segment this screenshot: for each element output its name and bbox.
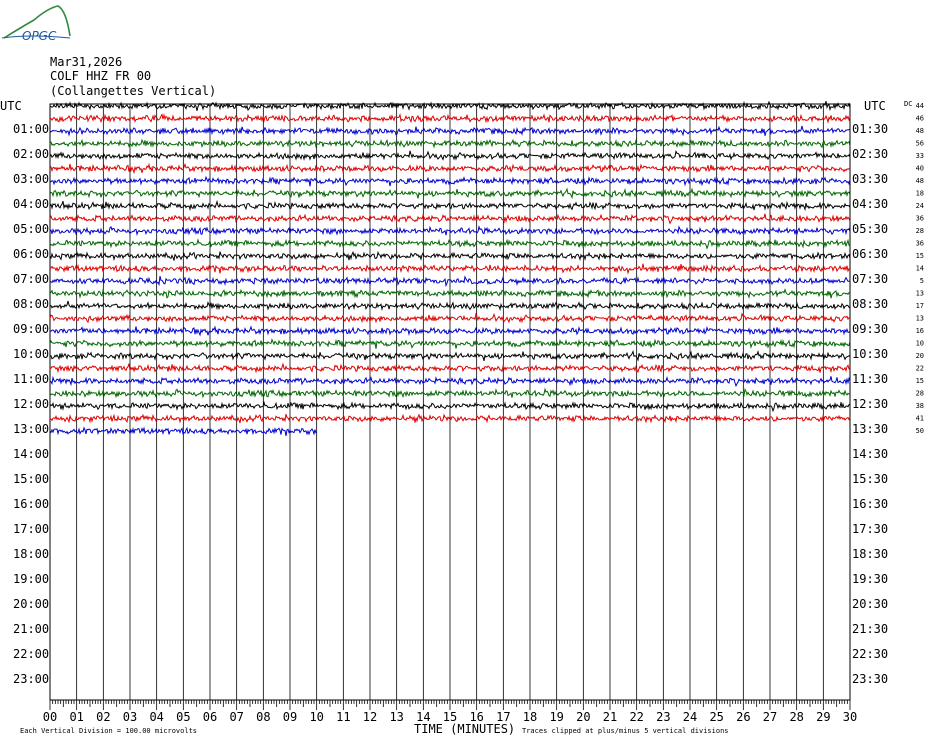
left-hour-label: 20:00	[13, 597, 50, 611]
x-tick-label: 30	[842, 710, 858, 724]
dc-offset-value: 56	[915, 139, 924, 148]
dc-offset-value: 48	[915, 177, 924, 185]
x-tick-label: 28	[789, 710, 804, 724]
x-tick-label: 29	[816, 710, 831, 724]
dc-offset-value: 15	[915, 252, 924, 260]
x-tick-label: 15	[442, 710, 458, 724]
x-axis-title: TIME (MINUTES)	[414, 722, 516, 736]
x-tick-label: 05	[176, 710, 191, 724]
dc-offset-value: 13	[915, 314, 924, 323]
footer-clip-note: Traces clipped at plus/minus 5 vertical divisions	[522, 727, 729, 735]
opgc-logo	[2, 6, 70, 43]
left-hour-label: 18:00	[13, 547, 50, 561]
left-hour-label: 15:00	[13, 472, 50, 486]
x-tick-label: 01	[69, 710, 84, 724]
right-hour-label: 04:30	[852, 197, 889, 211]
right-hour-label: 06:30	[852, 247, 889, 261]
left-hour-label: 19:00	[13, 572, 50, 586]
left-hour-label: 23:00	[13, 672, 50, 686]
right-hour-label: 12:30	[852, 397, 889, 411]
x-tick-label: 26	[736, 710, 751, 724]
left-hour-label: 03:00	[13, 172, 50, 186]
left-hour-label: 10:00	[13, 347, 50, 361]
right-hour-label: 09:30	[852, 322, 889, 336]
x-tick-label: 07	[229, 710, 244, 724]
dc-offset-value: 46	[915, 114, 924, 123]
x-tick-label: 21	[602, 710, 618, 724]
right-hour-label: 10:30	[852, 347, 889, 361]
x-tick-label: 10	[309, 710, 324, 724]
dc-offset-value: 33	[915, 152, 924, 160]
x-tick-label: 04	[149, 710, 164, 724]
dc-offset-value: 38	[915, 402, 924, 410]
x-tick-label: 03	[122, 710, 138, 724]
dc-offset-value: 44	[915, 102, 924, 110]
dc-offset-labels	[916, 102, 924, 435]
x-tick-label: 16	[469, 710, 484, 724]
dc-offset-value: 16	[915, 327, 924, 335]
left-hour-label: 13:00	[13, 422, 50, 436]
dc-offset-value: 14	[915, 264, 924, 273]
dc-offset-value: 48	[915, 127, 924, 135]
dc-offset-value: 28	[915, 227, 924, 235]
left-hour-label: 12:00	[13, 397, 50, 411]
dc-offset-value: 17	[915, 302, 924, 310]
right-hour-label: 17:30	[852, 522, 889, 536]
right-hour-label: 19:30	[852, 572, 889, 586]
dc-offset-value: 40	[915, 164, 924, 173]
right-hour-label: 01:30	[852, 122, 889, 136]
right-hour-label: 15:30	[852, 472, 889, 486]
left-hour-label: 09:00	[13, 322, 50, 336]
x-tick-label: 00	[42, 710, 58, 724]
left-hour-label: 17:00	[13, 522, 50, 536]
right-hour-label: 08:30	[852, 297, 889, 311]
right-hour-label: 02:30	[852, 147, 889, 161]
x-tick-label: 17	[496, 710, 511, 724]
dc-offset-value: 15	[915, 377, 924, 385]
footer-scale-note: Each Vertical Division = 100.00 microvolts	[20, 727, 198, 735]
chart-date: Mar31,2026	[50, 55, 123, 69]
right-hour-label: 18:30	[852, 547, 889, 561]
x-tick-label: 11	[336, 710, 351, 724]
right-hour-label: 23:30	[852, 672, 889, 686]
x-tick-label: 27	[762, 710, 778, 724]
right-hour-label: 03:30	[852, 172, 889, 186]
right-hour-label: 16:30	[852, 497, 889, 511]
left-hour-label: 11:00	[13, 372, 50, 386]
right-hour-label: 22:30	[852, 647, 889, 661]
dc-offset-value: 18	[915, 189, 924, 198]
right-hour-label: 20:30	[852, 597, 889, 611]
dc-label: DC	[904, 100, 913, 108]
x-tick-label: 18	[522, 710, 538, 724]
dc-offset-value: 5	[919, 277, 924, 285]
x-tick-label: 02	[96, 710, 111, 724]
right-hour-label: 11:30	[852, 372, 889, 386]
left-hour-label: 22:00	[13, 647, 50, 661]
right-hour-label: 13:30	[852, 422, 889, 436]
x-tick-label: 23	[656, 710, 671, 724]
x-tick-label: 12	[362, 710, 378, 724]
left-hour-label: 01:00	[13, 122, 50, 136]
left-hour-label: 02:00	[13, 147, 50, 161]
x-tick-label: 24	[682, 710, 698, 724]
x-tick-label: 14	[416, 710, 431, 724]
right-hour-label: 07:30	[852, 272, 889, 286]
dc-offset-value: 36	[915, 239, 924, 248]
left-hour-label: 21:00	[13, 622, 50, 636]
right-hour-label: 21:30	[852, 622, 889, 636]
right-hour-label: 05:30	[852, 222, 889, 236]
dc-offset-value: 20	[915, 352, 924, 360]
x-tick-label: 09	[282, 710, 298, 724]
dc-offset-value: 41	[915, 414, 924, 423]
x-tick-label: 25	[709, 710, 724, 724]
dc-offset-value: 22	[915, 364, 924, 373]
left-hour-label: 08:00	[13, 297, 50, 311]
chart-site: (Collangettes Vertical)	[50, 84, 217, 98]
left-hour-label: 16:00	[13, 497, 50, 511]
left-hour-label: 07:00	[13, 272, 50, 286]
x-tick-label: 19	[549, 710, 564, 724]
dc-offset-value: 36	[915, 214, 924, 223]
logo-text: OPGC	[22, 29, 57, 43]
dc-offset-value: 13	[915, 289, 924, 298]
dc-offset-value: 24	[915, 202, 924, 210]
left-hour-label: 04:00	[13, 197, 50, 211]
dc-offset-value: 50	[915, 427, 924, 435]
x-tick-label: 20	[576, 710, 591, 724]
left-hour-label: 06:00	[13, 247, 50, 261]
right-utc-label: UTC	[864, 99, 886, 113]
x-tick-label: 06	[202, 710, 218, 724]
x-tick-label: 22	[629, 710, 644, 724]
left-hour-label: 14:00	[13, 447, 50, 461]
x-tick-label: 13	[389, 710, 404, 724]
x-axis	[43, 700, 857, 724]
x-tick-label: 08	[256, 710, 271, 724]
dc-offset-value: 28	[915, 389, 924, 398]
left-utc-label: UTC	[0, 99, 22, 113]
dc-offset-value: 10	[915, 339, 924, 348]
left-hour-label: 05:00	[13, 222, 50, 236]
chart-station: COLF HHZ FR 00	[50, 69, 152, 83]
right-hour-label: 14:30	[852, 447, 889, 461]
